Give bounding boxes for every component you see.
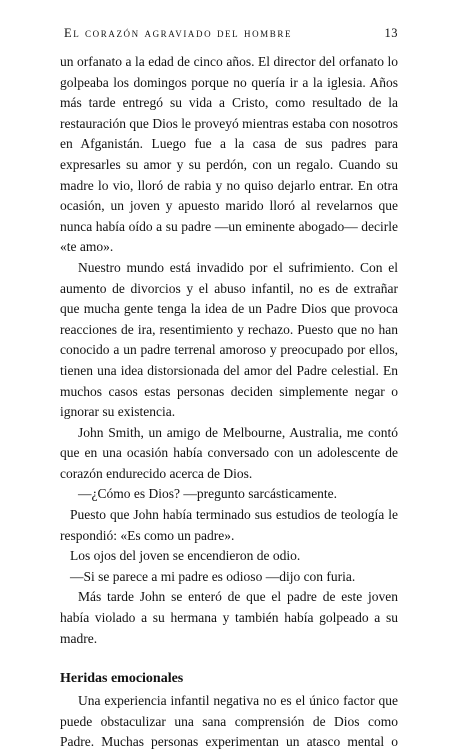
paragraph-orphanage: un orfanato a la edad de cinco años. El director del orfanato lo golpeaba los domingos porque no quería ir a la iglesia. Años más tarde entregó su vida a Cristo, como resultado de la restauración que Dios le proveyó mientras estaba con nosotros en Afganistán. Luego fue a la casa de sus padres para expresarles su amor y su perdón, con un regalo. Cuando su madre lo vio, lloró de rabia y no quiso dejarlo entrar. En otra ocasión, un joven y apuesto marido lloró al revelarnos que nunca había oído a su padre —un eminente abogado— decirle «te amo». (60, 54, 398, 255)
body-text (60, 52, 398, 753)
paragraph-answer: Puesto que John había terminado sus estudios de teología le respondió: «Es como un padre». (60, 507, 398, 543)
paragraph-john-smith: John Smith, un amigo de Melbourne, Australia, me contó que en una ocasión había conversado con un adolescente de corazón endurecido acerca de Dios. (60, 424, 398, 481)
section-heading: Heridas emocionales (60, 671, 184, 687)
book-page (60, 26, 398, 753)
paragraph-emotional-wounds: Una experiencia infantil negativa no es el único factor que puede obstaculizar una sana comprensión de Dios como Padre. Muchas personas experimentan un atasco mental o (60, 693, 398, 750)
paragraph-suffering: Nuestro mundo está invadido por el sufrimiento. Con el aumento de divorcios y el abuso infantil, no es de extrañar que mucha gente tenga la idea de un Padre Dios que provoca reacciones de ira, resentimiento y rechazo. Puesto que no han conocido a un padre terrenal amoroso y preocupado por ellos, tienen una idea distorsionada del amor del Padre celestial. En muchos casos estas personas deciden simplemente negar o ignorar su existencia. (60, 259, 398, 420)
running-title: El corazón agraviado del hombre (64, 26, 293, 40)
paragraph-reply: —Si se parece a mi padre es odioso —dijo con furia. (70, 568, 356, 584)
paragraph-hatred: Los ojos del joven se encendieron de odio. (70, 548, 301, 564)
paragraph-question: —¿Cómo es Dios? —pregunto sarcásticamente. (78, 486, 338, 502)
page-number: 13 (384, 26, 398, 40)
running-head (60, 26, 398, 44)
paragraph-revelation: Más tarde John se enteró de que el padre de este joven había violado a su hermana y también había golpeado a su madre. (60, 589, 398, 646)
